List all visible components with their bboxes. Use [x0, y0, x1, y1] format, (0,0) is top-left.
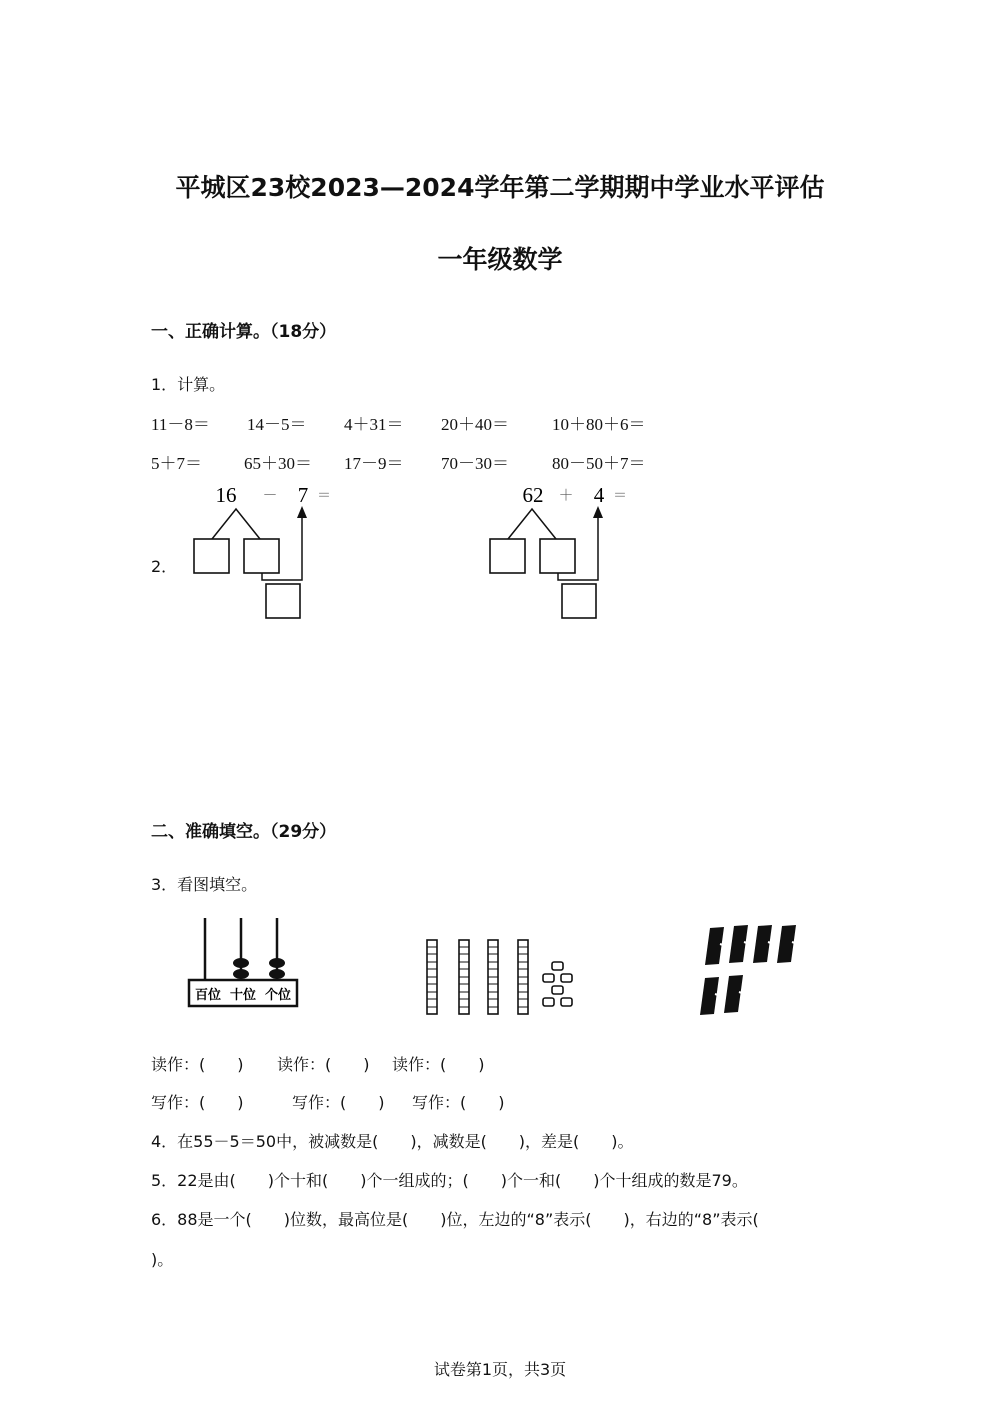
split-diagram-1	[180, 478, 350, 623]
abacus-figure	[186, 914, 306, 1012]
page-title: 平城区23校2023—2024学年第二学期期中学业水平评估	[175, 173, 825, 202]
diagram-operator: －	[262, 488, 278, 504]
page-footer: 试卷第1页，共3页	[433, 1360, 567, 1379]
split-diagram-2	[476, 478, 646, 623]
diagram-number-b: 4	[593, 483, 605, 507]
section-heading-2: 二、准确填空。（29分）	[151, 822, 337, 842]
abacus-label-hundreds: 百位	[194, 987, 222, 1002]
diagram-number-a: 16	[215, 483, 237, 507]
answer-box[interactable]	[194, 539, 229, 573]
read-blank-2[interactable]: 读作：( )	[277, 1055, 370, 1074]
calc-item: 14－5＝	[247, 415, 307, 434]
question-1-label: 1．计算。	[151, 375, 226, 394]
calc-item: 17－9＝	[344, 454, 404, 473]
answer-box[interactable]	[490, 539, 525, 573]
read-blank-3[interactable]: 读作：( )	[392, 1055, 485, 1074]
answer-box[interactable]	[244, 539, 279, 573]
calc-item: 70－30＝	[441, 454, 509, 473]
answer-box[interactable]	[540, 539, 575, 573]
calc-item: 4＋31＝	[344, 415, 404, 434]
answer-box[interactable]	[266, 584, 300, 618]
read-blank-1[interactable]: 读作：( )	[151, 1055, 244, 1074]
diagram-number-a: 62	[522, 483, 544, 507]
question-6-line-1: 6．88是一个( )位数，最高位是( )位，左边的“8”表示( )，右边的“8”表示(	[151, 1210, 759, 1229]
question-3-label: 3．看图填空。	[151, 875, 258, 894]
answer-box[interactable]	[562, 584, 596, 618]
calc-item: 80－50＋7＝	[552, 454, 646, 473]
calc-item: 5＋7＝	[151, 454, 202, 473]
diagram-number-b: 7	[297, 483, 309, 507]
calc-item: 20＋40＝	[441, 415, 509, 434]
calc-item: 10＋80＋6＝	[552, 415, 646, 434]
diagram-operator: ＋	[558, 488, 574, 504]
counter-bundles-figure	[694, 918, 824, 1022]
write-blank-1[interactable]: 写作：( )	[151, 1093, 244, 1112]
write-blank-3[interactable]: 写作：( )	[412, 1093, 505, 1112]
question-2-label: 2．	[151, 557, 178, 576]
abacus-label-ones: 个位	[264, 987, 292, 1002]
diagram-equals: ＝	[317, 489, 331, 504]
diagram-equals: ＝	[613, 489, 627, 504]
calc-item: 65＋30＝	[244, 454, 312, 473]
section-heading-1: 一、正确计算。（18分）	[151, 322, 337, 342]
tens-sticks-figure	[420, 936, 585, 1018]
question-6-line-2: )。	[151, 1250, 174, 1269]
calc-item: 11－8＝	[151, 415, 210, 434]
abacus-label-tens: 十位	[229, 987, 257, 1002]
page-subtitle: 一年级数学	[437, 245, 563, 274]
question-5: 5．22是由( )个十和( )个一组成的；( )个一和( )个十组成的数是79。	[151, 1171, 748, 1190]
write-blank-2[interactable]: 写作：( )	[292, 1093, 385, 1112]
question-4: 4．在55－5＝50中，被减数是( )，减数是( )，差是( )。	[151, 1132, 634, 1151]
